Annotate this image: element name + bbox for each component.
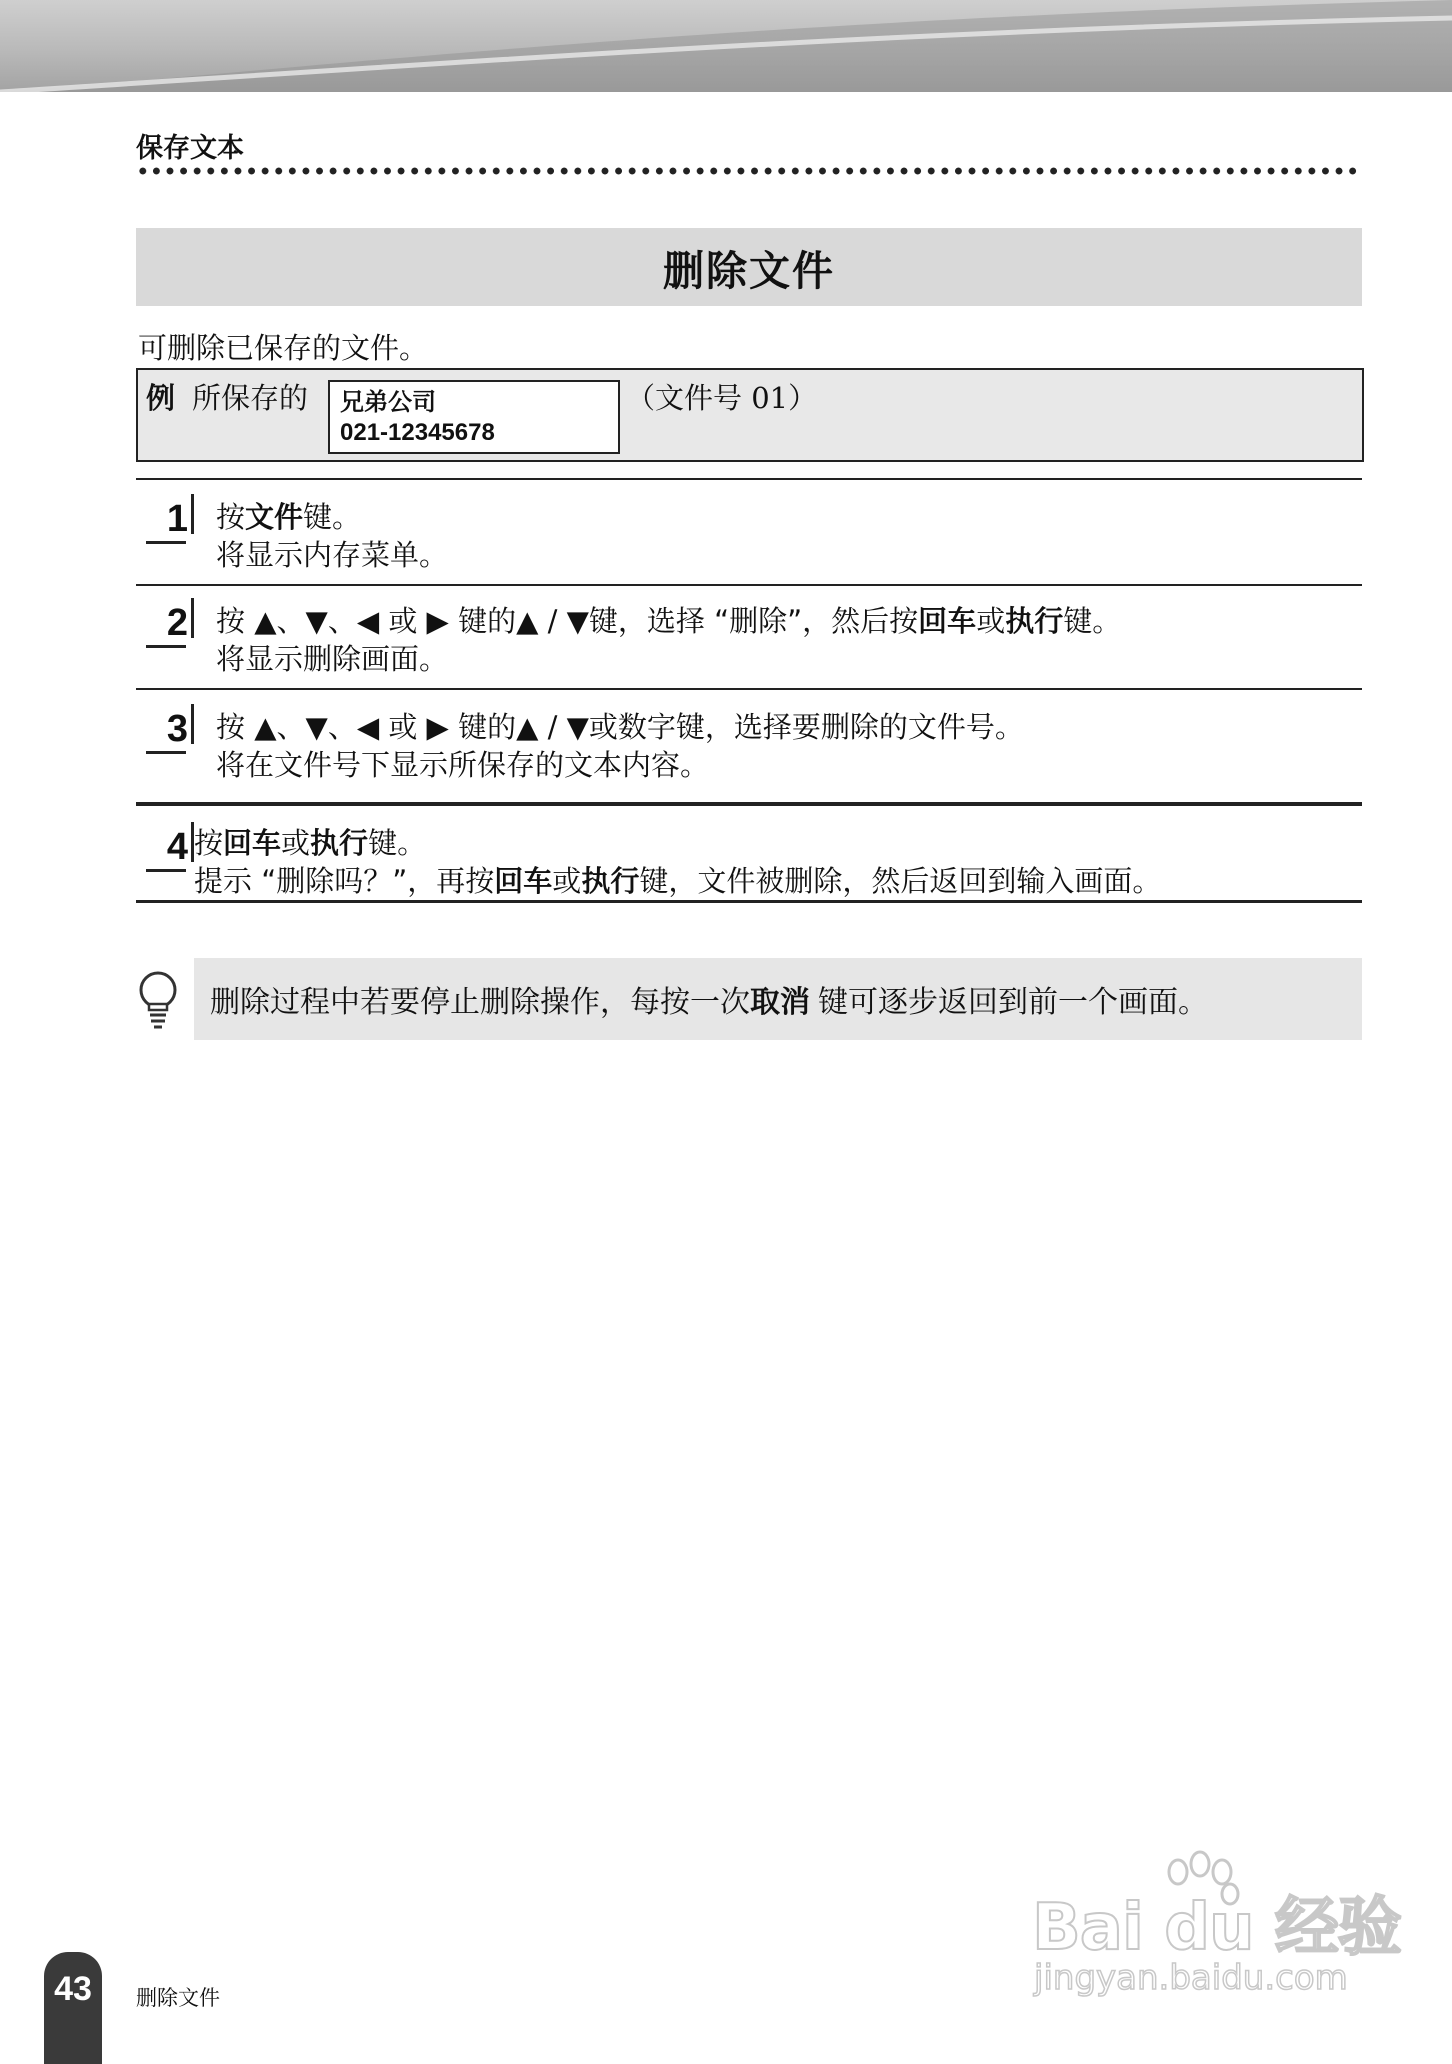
- step-number-1: 1: [142, 498, 188, 540]
- watermark-brand: Bai du 经验: [1032, 1891, 1401, 1965]
- tip-box: [194, 958, 1362, 1040]
- page-number: 43: [54, 1970, 92, 2008]
- step-divider: [136, 688, 1362, 690]
- step-number-3: 3: [142, 708, 188, 750]
- step-divider-bottom: [136, 900, 1362, 903]
- intro-text: 可删除已保存的文件。: [138, 331, 429, 365]
- example-file-number: （文件号 01）: [626, 381, 818, 415]
- step-3-text: 按 ▲、▼、◀ 或 ▶ 键的▲ / ▼或数字键，选择要删除的文件号。 将在文件号下显示所保存的文本内容。: [216, 710, 1024, 782]
- section-title: 保存文本: [136, 133, 244, 164]
- step-number-2: 2: [142, 602, 188, 644]
- lightbulb-icon: [136, 968, 180, 1032]
- label-line-2: 021-12345678: [340, 419, 495, 446]
- example-tag: 例: [146, 381, 176, 415]
- step-1-text: 按文件键。 将显示内存菜单。: [216, 500, 449, 572]
- label-preview: [328, 380, 620, 454]
- page-heading-text: 删除文件: [663, 246, 835, 295]
- step-2-text: 按 ▲、▼、◀ 或 ▶ 键的▲ / ▼键，选择 “删除”，然后按回车或执行键。 将显示删除画面。: [216, 604, 1122, 676]
- example-box: [136, 368, 1364, 462]
- step-number-4: 4: [142, 826, 188, 868]
- step-divider: [136, 478, 1362, 480]
- header-band-curve: [0, 0, 1452, 92]
- example-text: 所保存的: [192, 381, 309, 415]
- watermark-url: jingyan.baidu.com: [1034, 1958, 1348, 1998]
- dotted-divider: [136, 166, 1362, 176]
- step-divider-thick: [136, 802, 1362, 806]
- label-line-1: 兄弟公司: [340, 389, 436, 416]
- step-4-text: 按回车或执行键。 提示 “删除吗？”，再按回车或执行键，文件被删除，然后返回到输入画面。: [194, 826, 1162, 898]
- tip-text: 删除过程中若要停止删除操作，每按一次取消 键可逐步返回到前一个画面。: [210, 985, 1208, 1020]
- footer-title: 删除文件: [136, 1986, 220, 2010]
- step-divider: [136, 584, 1362, 586]
- page-heading: [136, 228, 1362, 306]
